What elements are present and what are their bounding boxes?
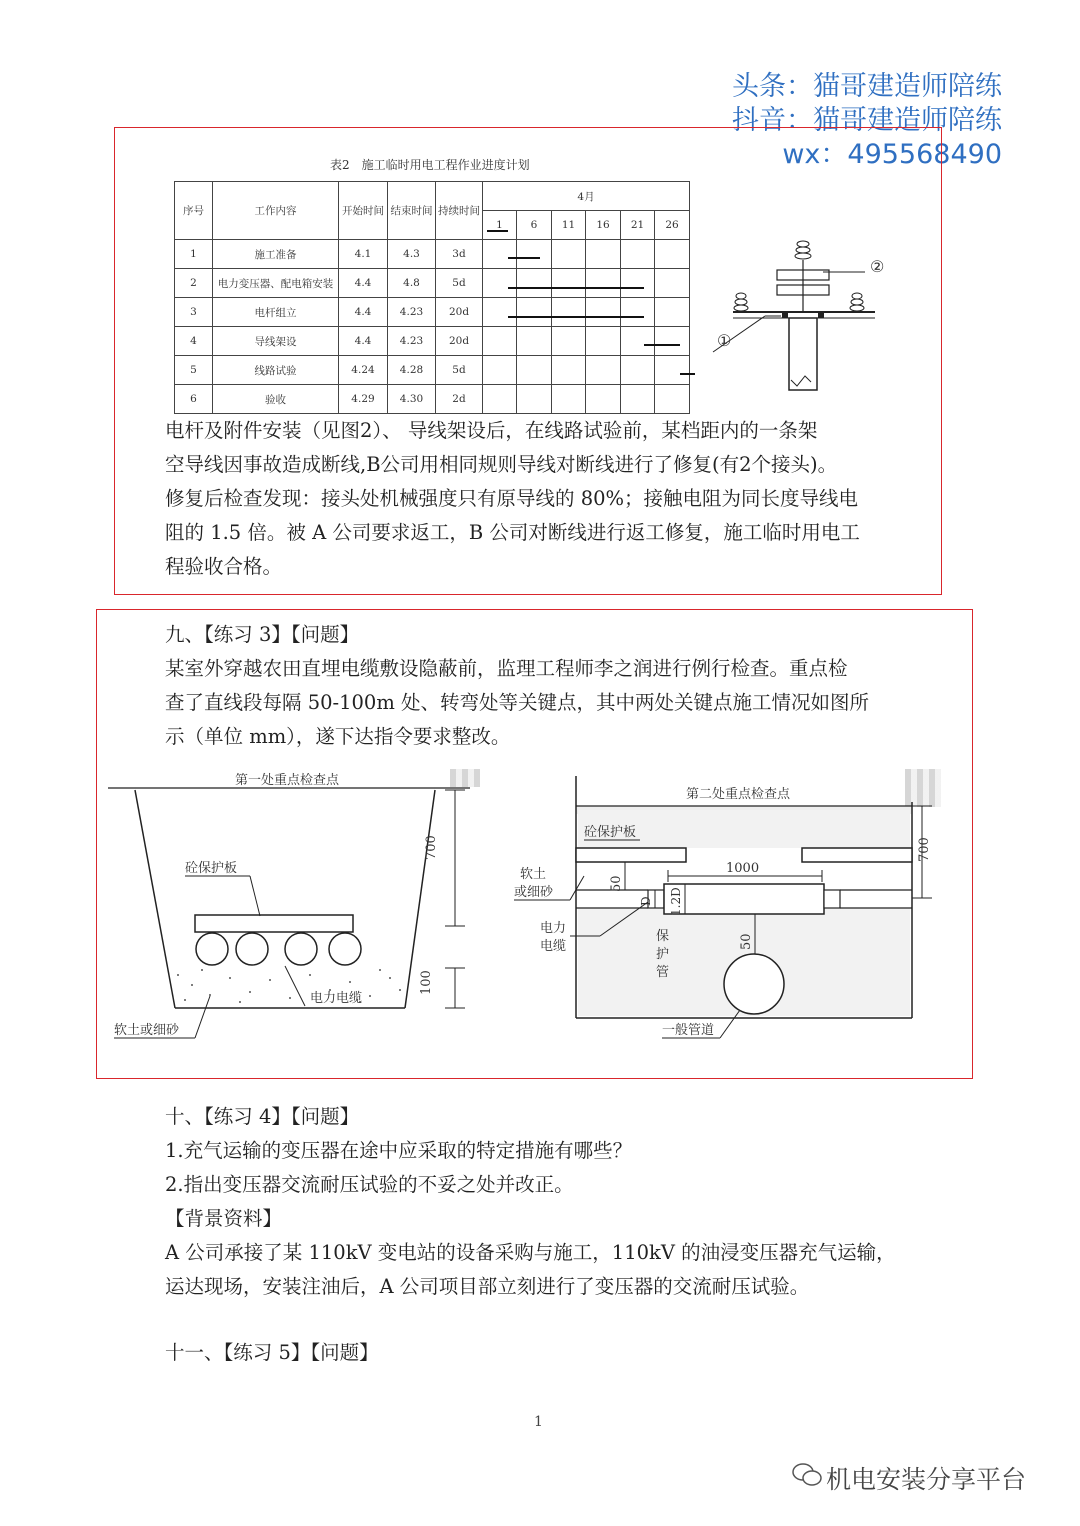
pole-figure	[705, 230, 915, 395]
wechat-icon	[792, 1462, 818, 1484]
row-task: 验收	[213, 385, 339, 414]
row-end: 4.8	[388, 269, 436, 298]
section8-paragraph: 电杆及附件安装（见图2）、 导线架设后，在线路试验前，某档距内的一条架 空导线因事故造成断线,B公司用相同规则导线对断线进行了修复(有2个接头)。 修复后检查发现：接头处机械强度只有原导线的 80%；接触电阻为同长度导线电 阻的 1.5 倍。被 A 公司要求返工，B 公司对断线进行返工修复，施工临时用电工 程验收合格。	[165, 419, 860, 578]
fig-right-pipe-label-3: 管	[656, 965, 670, 980]
first-checkpoint-figure	[100, 770, 480, 1050]
fig-right-plate-label: 砼保护板	[584, 825, 637, 840]
row-duration: 20d	[436, 298, 483, 327]
row-start: 4.1	[339, 240, 388, 269]
fig-right-pipe-label-1: 保	[656, 929, 670, 944]
dim-50-bottom: 50	[739, 933, 754, 950]
gantt-bars	[0, 0, 1080, 400]
section10-heading: 十、【练习 4】【问题】	[165, 1105, 360, 1128]
fig-left-title: 第一处重点检查点	[235, 773, 340, 788]
col-header-start: 开始时间	[339, 182, 388, 240]
row-end: 4.30	[388, 385, 436, 414]
fig-right-soil-label-2: 或细砂	[514, 885, 554, 900]
question-2: 2.指出变压器交流耐压试验的不妥之处并改正。	[165, 1173, 574, 1196]
col-header-task: 工作内容	[213, 182, 339, 240]
fig-right-cable-label-1: 电力	[540, 921, 567, 936]
brand-name: 机电安装分享平台	[826, 1465, 1027, 1494]
row-start: 4.29	[339, 385, 388, 414]
day-header: 1	[483, 211, 517, 240]
row-start: 4.4	[339, 327, 388, 356]
row-duration: 20d	[436, 327, 483, 356]
day-header: 16	[586, 211, 621, 240]
dim-1-2D: 1.2D	[669, 887, 683, 916]
fig-right-title: 第二处重点检查点	[686, 787, 791, 802]
row-task: 导线架设	[213, 327, 339, 356]
fig-right-cable-label-2: 电缆	[540, 939, 567, 954]
row-end: 4.23	[388, 327, 436, 356]
background-heading: 【背景资料】	[165, 1207, 283, 1230]
callout-label-2: ②	[870, 257, 885, 276]
row-start: 4.4	[339, 298, 388, 327]
watermark-wx: wx：495568490	[782, 139, 1002, 170]
table-title: 表2 施工临时用电工程作业进度计划	[330, 158, 530, 172]
dim-100: 100	[419, 970, 434, 995]
fig-left-plate-label: 砼保护板	[185, 861, 238, 876]
dim-50-top: 50	[609, 875, 624, 892]
dim-1000: 1000	[726, 861, 760, 876]
row-task: 电杆组立	[213, 298, 339, 327]
fig-right-general-pipe-label: 一般管道	[662, 1023, 715, 1038]
day-header: 11	[552, 211, 586, 240]
row-end: 4.28	[388, 356, 436, 385]
section10: 十、【练习 4】【问题】 1.充气运输的变压器在途中应采取的特定措施有哪些？ 2.指出变压器交流耐压试验的不妥之处并改正。 【背景资料】 A 公司承接了某 110kV 变电站的设备采购与施工，110kV 的油浸变压器充气运输， 运达现场，安装注油后，A 公司项目部立刻进行了变压器的交流耐压试验。	[165, 1100, 935, 1304]
section11-heading: 十一、【练习 5】【问题】	[165, 1341, 379, 1364]
fig-right-soil-label-1: 软土	[520, 867, 547, 882]
row-task: 施工准备	[213, 240, 339, 269]
row-task: 线路试验	[213, 356, 339, 385]
row-task: 电力变压器、配电箱安装	[213, 269, 339, 298]
fig-left-cable-label: 电力电缆	[310, 991, 363, 1006]
row-end: 4.3	[388, 240, 436, 269]
section9-heading: 九、【练习 3】【问题】	[165, 623, 360, 646]
row-start: 4.24	[339, 356, 388, 385]
row-no: 2	[175, 269, 213, 298]
section9: 九、【练习 3】【问题】 某室外穿越农田直埋电缆敷设隐蔽前，监理工程师李之润进行例行检查。重点检 查了直线段每隔 50-100m 处、转弯处等关键点，其中两处关键点施工情况如图所 示（单位 mm），遂下达指令要求整改。	[165, 618, 935, 754]
day-header: 6	[517, 211, 552, 240]
row-duration: 2d	[436, 385, 483, 414]
row-duration: 5d	[436, 356, 483, 385]
month-header: 4月	[483, 182, 690, 211]
day-header: 26	[655, 211, 690, 240]
col-header-no: 序号	[175, 182, 213, 240]
page-number: 1	[534, 1414, 543, 1430]
day-header: 21	[621, 211, 655, 240]
dim-D: D	[639, 896, 653, 906]
dim-700: 700	[424, 835, 439, 860]
fig-left-soil-label: 软土或细砂	[114, 1023, 180, 1038]
watermark-douyin: 抖音：猫哥建造师陪练	[732, 105, 1002, 136]
question-1: 1.充气运输的变压器在途中应采取的特定措施有哪些？	[165, 1139, 633, 1162]
dim-700-right: 700	[917, 837, 932, 862]
row-end: 4.23	[388, 298, 436, 327]
row-no: 4	[175, 327, 213, 356]
row-duration: 5d	[436, 269, 483, 298]
row-duration: 3d	[436, 240, 483, 269]
row-start: 4.4	[339, 269, 388, 298]
row-no: 5	[175, 356, 213, 385]
watermark-toutiao: 头条：猫哥建造师陪练	[732, 71, 1002, 102]
row-no: 3	[175, 298, 213, 327]
callout-label-1: ①	[717, 331, 732, 350]
row-no: 1	[175, 240, 213, 269]
fig-right-pipe-label-2: 护	[656, 947, 670, 962]
col-header-end: 结束时间	[388, 182, 436, 240]
second-checkpoint-figure	[500, 770, 950, 1050]
col-header-duration: 持续时间	[436, 182, 483, 240]
row-no: 6	[175, 385, 213, 414]
